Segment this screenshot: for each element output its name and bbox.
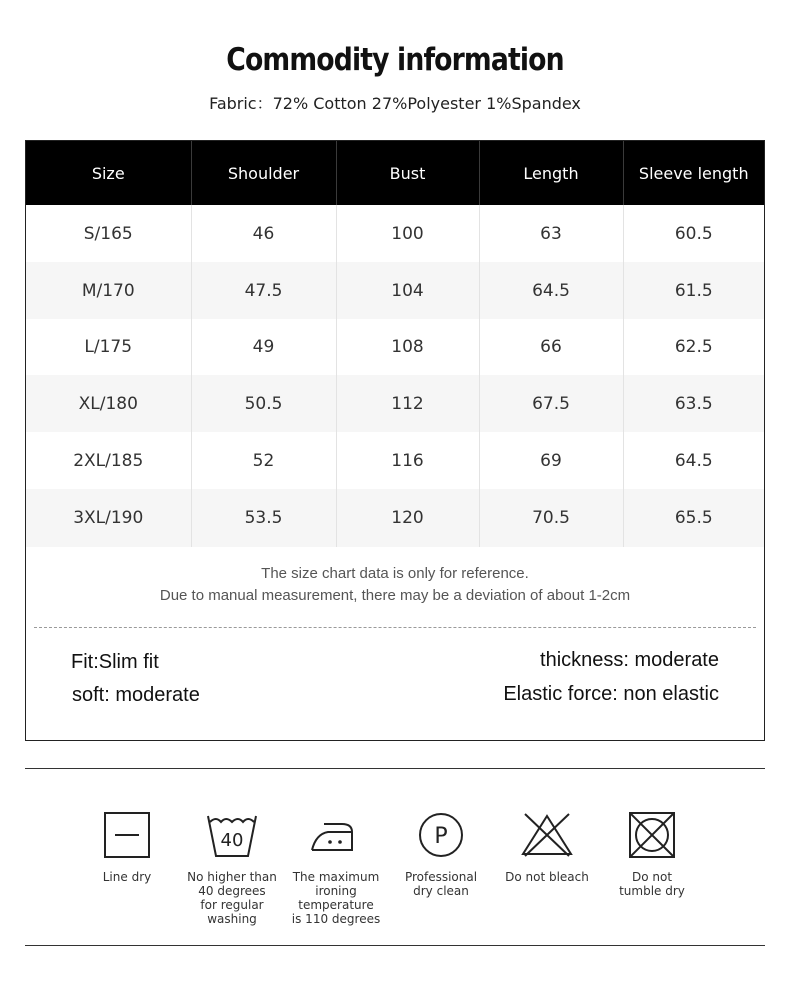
fabric-composition: Fabric：72% Cotton 27%Polyester 1%Spandex — [209, 94, 581, 113]
table-cell: 62.5 — [674, 337, 713, 357]
care-label: Do not bleach — [505, 870, 589, 884]
care-item-wash-40 — [177, 810, 287, 926]
table-cell: 50.5 — [191, 375, 336, 432]
dry-clean-badge: P — [434, 824, 448, 849]
care-item-no-tumble-dry — [597, 810, 707, 898]
divider — [25, 945, 765, 946]
care-label: Line dry — [102, 870, 152, 884]
table-header-row — [26, 141, 764, 205]
table-cell: 67.5 — [479, 375, 623, 432]
column-header-size: Size — [26, 141, 191, 205]
dry-clean-icon — [416, 810, 466, 860]
column-header-length: Length — [479, 141, 623, 205]
column-header-bust: Bust — [336, 141, 479, 205]
softness-attribute: soft: moderate — [72, 684, 200, 706]
table-cell: 52 — [191, 432, 336, 489]
table-cell: 104 — [336, 262, 479, 319]
table-cell: XL/180 — [26, 375, 191, 432]
table-cell: 61.5 — [623, 262, 764, 319]
table-cell: 65.5 — [623, 489, 764, 547]
table-cell: 47.5 — [191, 262, 336, 319]
table-row — [26, 262, 764, 319]
column-header-shoulder: Shoulder — [191, 141, 336, 205]
table-cell: 63.5 — [623, 375, 764, 432]
care-label: No higher than 40 degrees for regular washing — [187, 870, 277, 926]
table-cell: 64.5 — [674, 450, 713, 471]
care-item-no-bleach — [492, 810, 602, 884]
table-cell: 49 — [191, 319, 336, 375]
table-cell: 108 — [336, 319, 479, 375]
line-dry-icon — [102, 810, 152, 860]
table-cell: L/175 — [26, 319, 191, 375]
table-cell: 64.5 — [479, 262, 623, 319]
no-bleach-icon — [519, 810, 575, 860]
fit-attribute: Fit:Slim fit — [71, 651, 159, 673]
table-row — [26, 205, 764, 262]
wash-temperature-label: 40 — [220, 830, 244, 851]
wash-40-icon — [204, 810, 260, 860]
table-cell: 70.5 — [479, 489, 623, 547]
table-row — [26, 489, 764, 547]
table-cell: 120 — [336, 489, 479, 547]
size-disclaimer: The size chart data is only for reference. — [261, 565, 529, 582]
care-item-line-dry — [72, 810, 182, 884]
table-cell: 100 — [336, 205, 479, 262]
care-label: Do not tumble dry — [619, 870, 685, 898]
table-row — [26, 432, 764, 489]
table-cell: 116 — [336, 432, 479, 489]
table-cell: 112 — [336, 375, 479, 432]
no-tumble-dry-icon — [627, 810, 677, 860]
table-row — [26, 319, 764, 375]
elasticity-attribute: Elastic force: non elastic — [503, 683, 719, 705]
table-cell: 63 — [479, 205, 623, 262]
table-cell: 2XL/185 — [26, 432, 191, 489]
table-cell: 3XL/190 — [26, 489, 191, 547]
divider — [25, 768, 765, 769]
page-title: Commodity information — [226, 42, 564, 78]
table-cell: 53.5 — [191, 489, 336, 547]
size-table — [26, 141, 764, 547]
size-chart-card — [25, 140, 765, 741]
column-header-sleeve-length: Sleeve length — [623, 141, 764, 205]
table-cell: 60.5 — [674, 223, 713, 244]
measurement-deviation-note: Due to manual measurement, there may be a deviation of about 1-2cm — [159, 587, 631, 604]
table-cell: 66 — [479, 319, 623, 375]
care-item-dry-clean — [386, 810, 496, 898]
thickness-attribute: thickness: moderate — [540, 649, 719, 671]
iron-110-icon — [308, 810, 364, 860]
table-cell: S/165 — [26, 205, 191, 262]
dashed-divider — [34, 627, 756, 628]
table-cell: 69 — [479, 432, 623, 489]
care-label: Professional dry clean — [404, 870, 478, 898]
table-row — [26, 375, 764, 432]
care-label: The maximum ironing temperature is 110 degrees — [291, 870, 381, 926]
table-cell: 46 — [191, 205, 336, 262]
care-item-iron-110 — [281, 810, 391, 926]
table-cell: M/170 — [26, 262, 191, 319]
